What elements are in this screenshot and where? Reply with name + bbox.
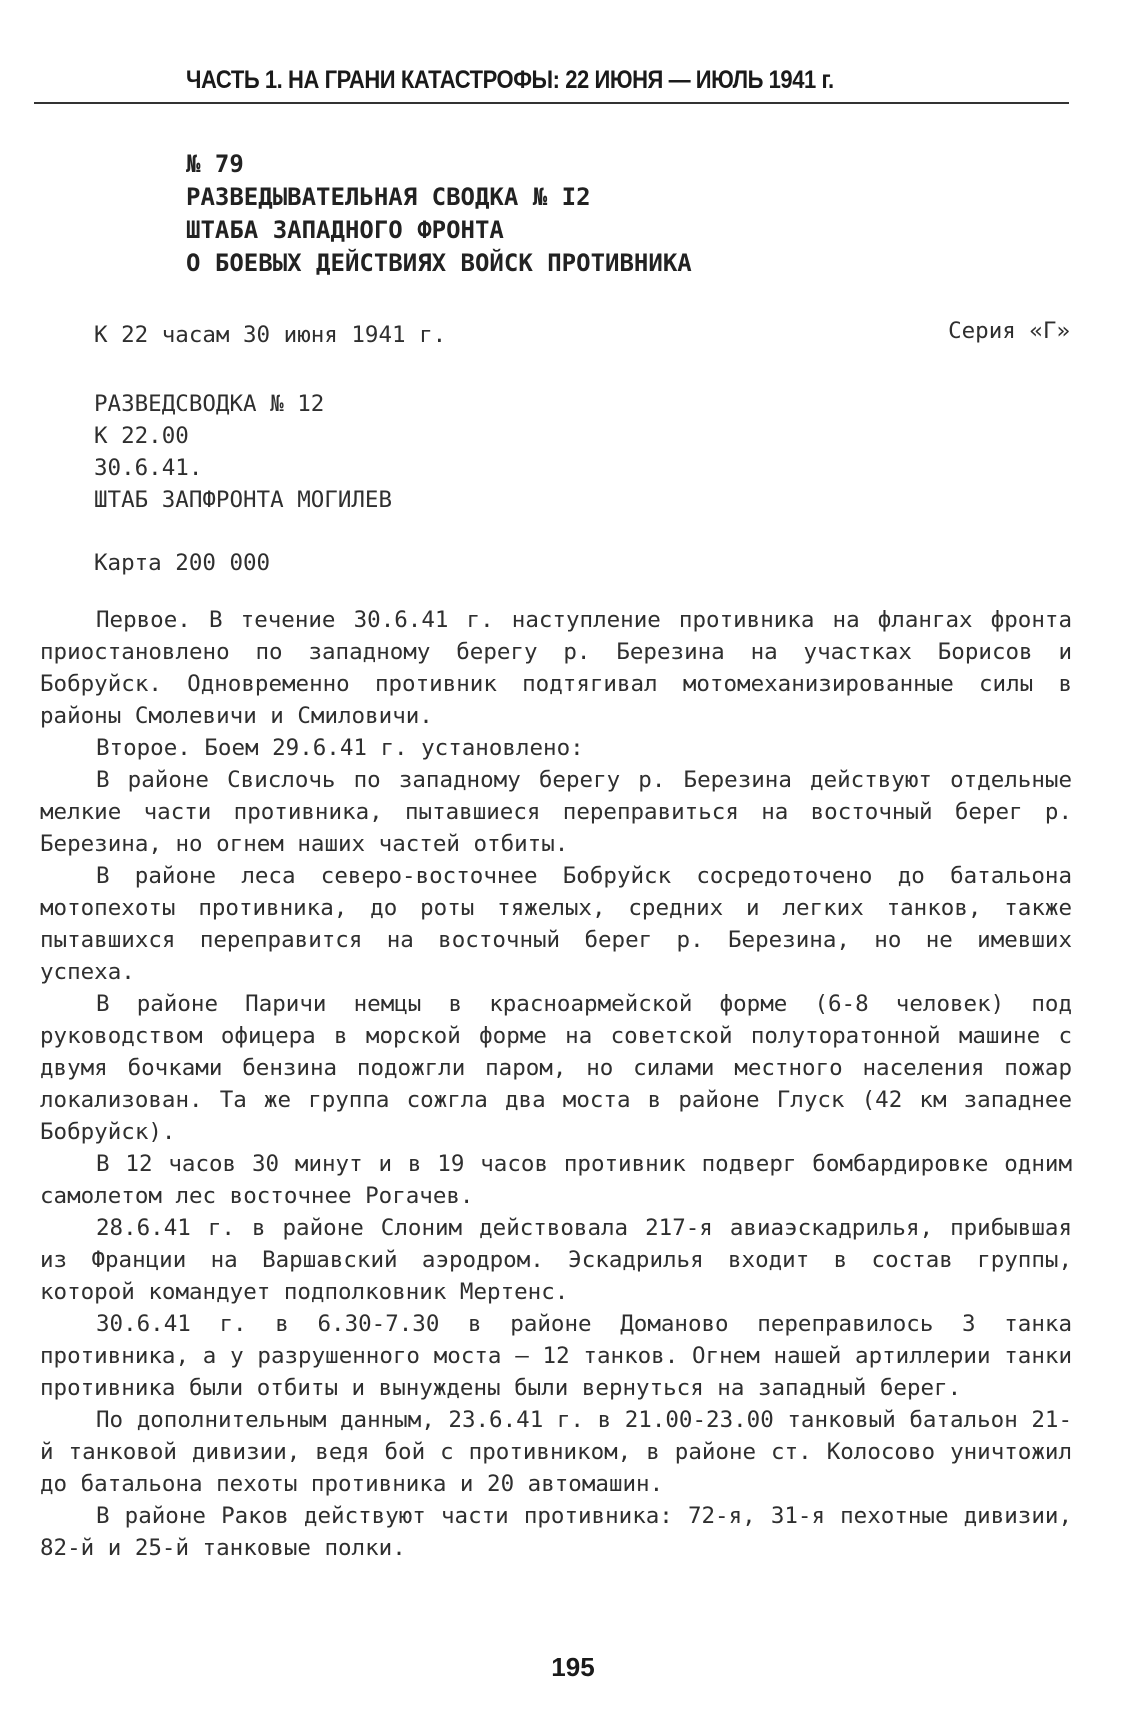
- report-body: [40, 604, 1072, 1564]
- report-header-line-3: 30.6.41.: [94, 455, 203, 481]
- dateline: К 22 часам 30 июня 1941 г.: [94, 322, 447, 348]
- report-header: [94, 388, 392, 516]
- title-line-2: ШТАБА ЗАПАДНОГО ФРОНТА: [186, 216, 504, 244]
- running-head: ЧАСТЬ 1. НА ГРАНИ КАТАСТРОФЫ: 22 ИЮНЯ — ИЮЛЬ 1941 г.: [186, 66, 834, 94]
- paragraph-4: В районе леса северо-восточнее Бобруйск сосредоточено до батальона мотопехоты противника, до роты тяжелых, средних и легких танков, также пытавшихся переправится на восточный берег р. Березина, но не имевших успеха.: [40, 863, 1072, 985]
- paragraph-5: В районе Паричи немцы в красноармейской форме (6-8 человек) под руководством офицера в морской форме на советской полуторатонной машине с двумя бочками бензина подожгли паром, но силами местного населения пожар локализован. Та же группа сожгла два моста в районе Глуск (42 км западнее Бобруйск).: [40, 991, 1072, 1145]
- report-header-line-4: ШТАБ ЗАПФРОНТА МОГИЛЕВ: [94, 487, 393, 513]
- title-line-3: О БОЕВЫХ ДЕЙСТВИЯХ ВОЙСК ПРОТИВНИКА: [186, 249, 692, 277]
- paragraph-8: 30.6.41 г. в 6.30-7.30 в районе Доманово переправилось 3 танка противника, а у разрушенного моста – 12 танков. Огнем нашей артиллерии танки противника были отбиты и вынуждены были вернуться на западный берег.: [40, 1311, 1072, 1401]
- paragraph-9: По дополнительным данным, 23.6.41 г. в 21.00-23.00 танковый батальон 21-й танковой дивизии, ведя бой с противником, в районе ст. Колосово уничтожил до батальона пехоты противника и 20 автомашин.: [40, 1407, 1072, 1497]
- document-number: № 79: [186, 150, 244, 178]
- map-reference: Карта 200 000: [94, 550, 271, 576]
- paragraph-2: Второе. Боем 29.6.41 г. установлено:: [96, 735, 584, 761]
- title-line-1: РАЗВЕДЫВАТЕЛЬНАЯ СВОДКА № I2: [186, 183, 591, 211]
- paragraph-3: В районе Свислочь по западному берегу р. Березина действуют отдельные мелкие части противника, пытавшиеся переправиться на восточный берег р. Березина, но огнем наших частей отбиты.: [40, 767, 1072, 857]
- report-header-line-2: К 22.00: [94, 423, 189, 449]
- paragraph-6: В 12 часов 30 минут и в 19 часов противник подверг бомбардировке одним самолетом лес восточнее Рогачев.: [40, 1151, 1072, 1209]
- paragraph-10: В районе Раков действуют части противника: 72-я, 31-я пехотные дивизии, 82-й и 25-й танковые полки.: [40, 1503, 1072, 1561]
- paragraph-1: Первое. В течение 30.6.41 г. наступление противника на флангах фронта приостановлено по западному берегу р. Березина на участках Борисов и Бобруйск. Одновременно противник подтягивал мотомеханизированные силы в районы Смолевичи и Смиловичи.: [40, 607, 1072, 729]
- report-header-line-1: РАЗВЕДСВОДКА № 12: [94, 391, 325, 417]
- document-title: [186, 148, 692, 280]
- header-rule: [34, 102, 1069, 104]
- paragraph-7: 28.6.41 г. в районе Слоним действовала 217-я авиаэскадрилья, прибывшая из Франции на Варшавский аэродром. Эскадрилья входит в состав группы, которой командует подполковник Мертенс.: [40, 1215, 1072, 1305]
- page-number: 195: [551, 1652, 595, 1682]
- series-label: Серия «Г»: [948, 318, 1070, 344]
